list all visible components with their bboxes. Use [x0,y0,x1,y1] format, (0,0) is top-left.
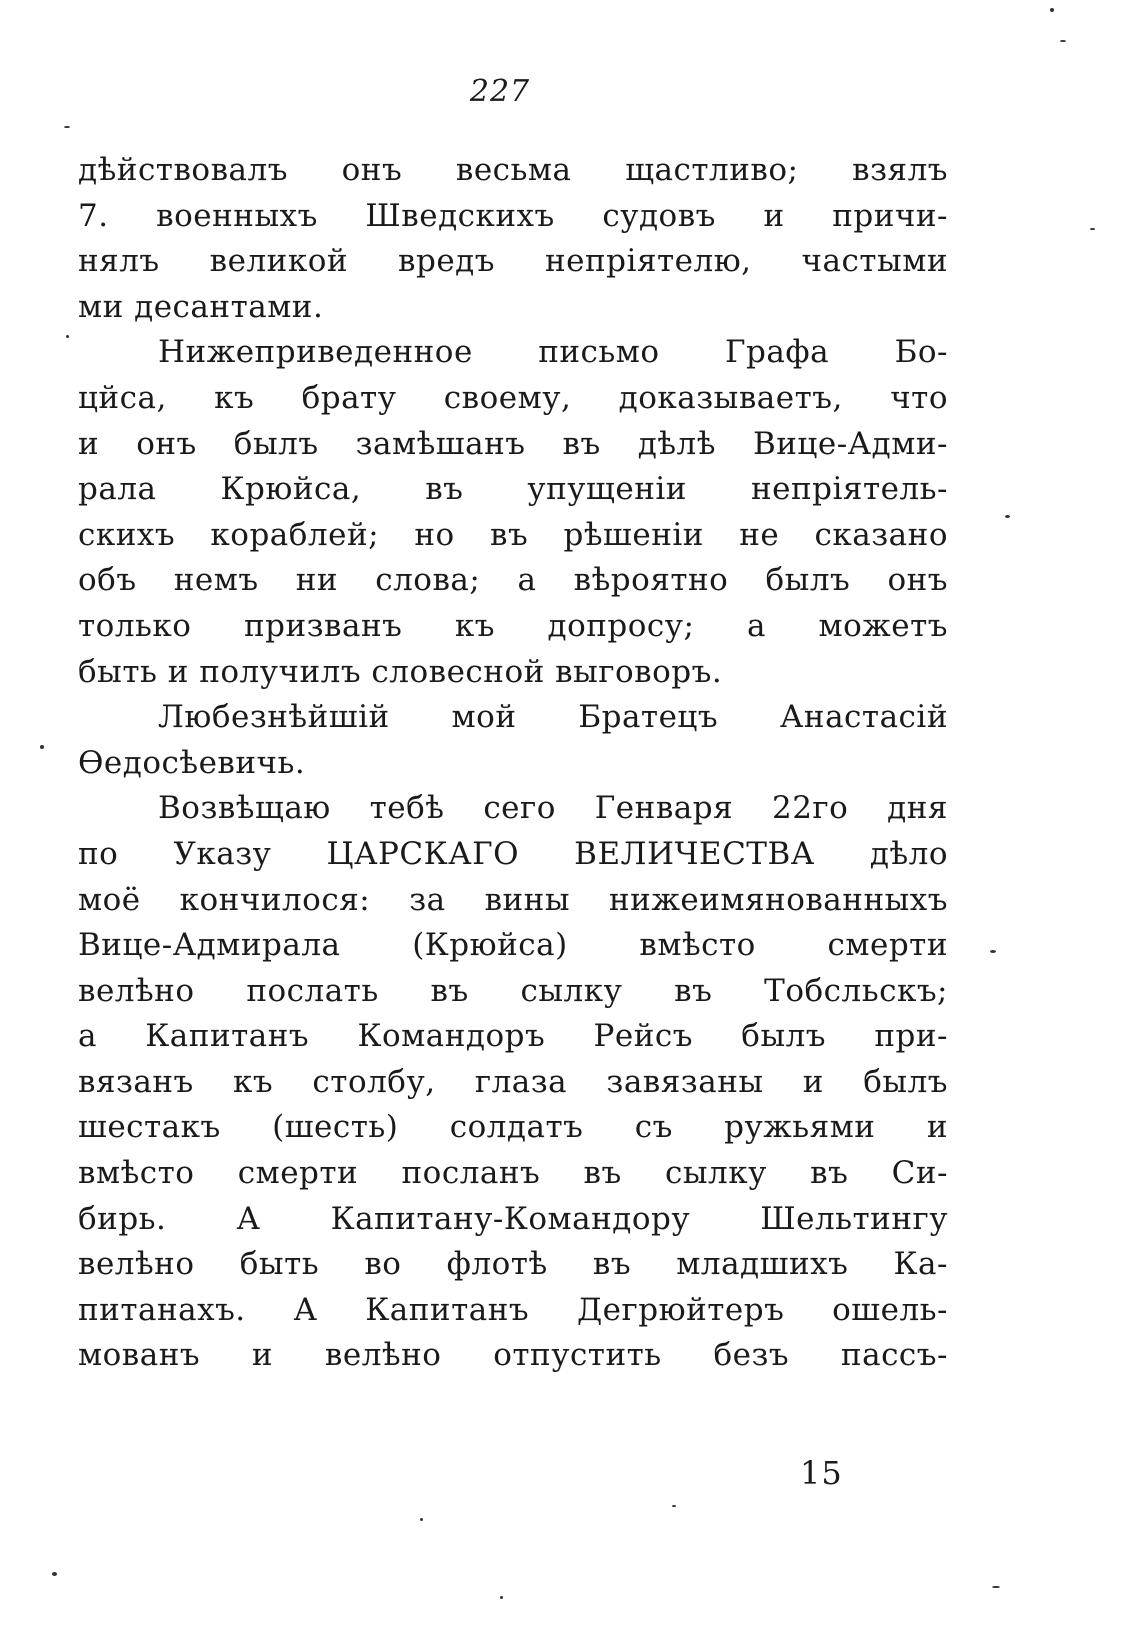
text-line: быть и получилъ словесной выговоръ. [78,653,723,690]
text-line: Нижеприведенное письмо Графа Бо- [158,334,948,371]
text-line: цйса, къ брату своему, доказываетъ, что [78,379,948,416]
text-line: Вице-Адмирала (Крюйса) вмѣсто смерти [78,927,948,964]
text-line: по Указу ЦАРСКАГО ВЕЛИЧЕСТВА дѣло [78,835,948,872]
text-line: велѣно быть во флотѣ въ младшихъ Ка- [78,1246,948,1283]
scan-speck [40,745,44,749]
text-line: нялъ великой вредъ непріятелю, частыми [78,243,948,280]
scan-speck [1005,515,1010,518]
text-line: вязанъ къ столбу, глаза завязаны и былъ [78,1063,948,1100]
text-line: только призванъ къ допросу; а можетъ [78,607,948,644]
text-line: ми десантами. [78,288,324,325]
text-line: и онъ былъ замѣшанъ въ дѣлѣ Вице-Адми- [78,425,948,462]
scan-speck [66,335,69,338]
page-number: 227 [469,74,531,109]
text-line: вмѣсто смерти посланъ въ сылку въ Си- [78,1155,948,1192]
signature-mark: 15 [800,1454,843,1492]
scan-speck [52,1572,57,1576]
text-line: Любезнѣйшій мой Братецъ Анастасій [158,699,948,736]
scan-speck [420,1518,423,1521]
scan-speck [64,126,70,128]
body-text [78,148,948,1379]
text-line: велѣно послать въ сылку въ Тобсльскъ; [78,972,948,1009]
text-line: рала Крюйса, въ упущеніи непріятель- [78,471,948,508]
scan-speck [990,950,996,953]
text-line: дѣйствовалъ онъ весьма щастливо; взялъ [78,152,948,188]
scan-speck [1050,8,1054,12]
text-line: бирь. А Капитану-Командору Шельтингу [78,1200,948,1237]
text-line: скихъ кораблей; но въ рѣшеніи не сказано [78,516,948,553]
text-line: объ немъ ни слова; а вѣроятно былъ онъ [78,562,948,599]
text-line: моё кончилося: за вины нижеимянованныхъ [78,881,948,918]
text-line: мованъ и велѣно отпустить безъ пассъ- [78,1337,948,1374]
scan-speck [1060,40,1066,42]
scan-speck [992,1586,1000,1588]
text-line: Ѳедосѣевичь. [78,744,306,781]
scan-speck [1090,228,1095,230]
text-line: питанахъ. А Капитанъ Дегрюйтеръ ошель- [78,1291,948,1328]
text-line: 7. военныхъ Шведскихъ судовъ и причи- [78,197,948,234]
text-line: Возвѣщаю тебѣ сего Генваря 22го дня [158,790,948,827]
text-line: шестакъ (шесть) солдатъ съ ружьями и [78,1109,948,1146]
scan-speck [500,1596,503,1599]
text-line: а Капитанъ Командоръ Рейсъ былъ при- [78,1018,948,1055]
scan-speck [672,1505,676,1507]
